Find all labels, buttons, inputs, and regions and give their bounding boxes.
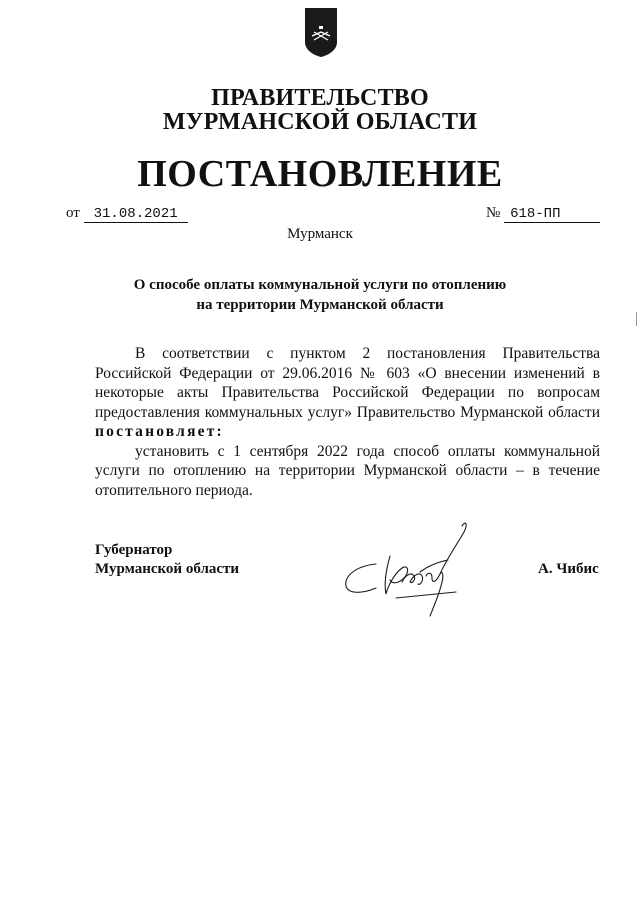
document-date-row [66, 205, 188, 223]
document-subject [0, 275, 640, 315]
document-type: ПОСТАНОВЛЕНИЕ [137, 153, 503, 195]
subject-line1: О способе оплаты коммунальной услуги по отоплению [133, 277, 507, 293]
government-title [0, 86, 640, 134]
signer-name: А. Чибис [538, 561, 599, 577]
government-title-line1: ПРАВИТЕЛЬСТВО [211, 85, 429, 111]
signer-position-line2: Мурманской области [95, 561, 240, 577]
document-date: 31.08.2021 [84, 206, 188, 223]
date-prefix: от [66, 205, 80, 221]
subject-line2: на территории Мурманской области [196, 297, 444, 313]
resolves-word: постановляет: [95, 423, 224, 440]
coat-of-arms-icon [303, 6, 339, 58]
signer-position-line1: Губернатор [95, 542, 173, 558]
document-number-row [486, 205, 600, 223]
body-resolves-line [95, 422, 600, 442]
document-number: 618-ПП [504, 206, 600, 223]
document-body [95, 344, 600, 500]
handwritten-signature [336, 512, 506, 622]
document-city: Мурманск [287, 226, 353, 242]
government-title-line2: МУРМАНСКОЙ ОБЛАСТИ [162, 109, 478, 135]
signer-position [95, 541, 239, 579]
body-paragraph-preamble: В соответствии с пунктом 2 постановления Правительства Российской Федерации от 29.06.2016 № 603 «О внесении изменений в некоторые акты Правительства Российской Федерации по вопросам предоставления коммунальных услуг» Правительство Мурманской области [95, 345, 600, 421]
number-prefix: № [486, 205, 501, 221]
body-paragraph-decision: установить с 1 сентября 2022 года способ оплаты коммунальной услуги по отоплению на территории Мурманской области – в течение отопительного периода. [95, 442, 600, 499]
scan-edge-mark [636, 312, 637, 326]
